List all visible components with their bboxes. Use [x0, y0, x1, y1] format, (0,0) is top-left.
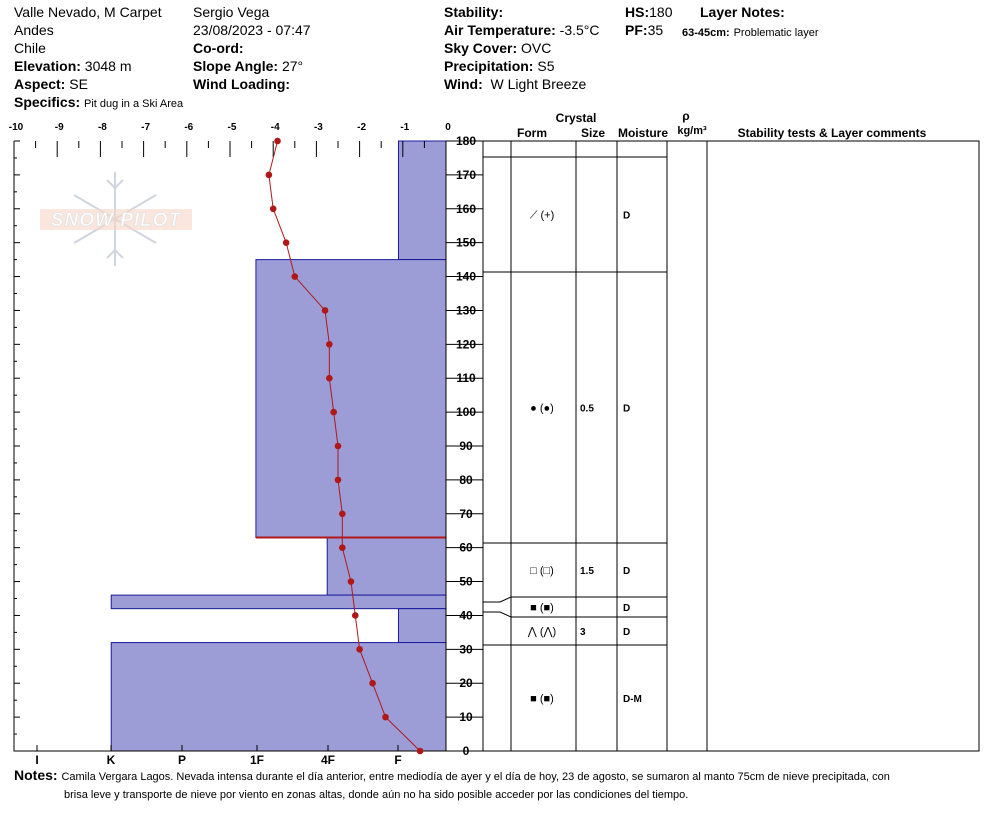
temp-tick-label: -9 [54, 122, 64, 133]
layer-notes-label: Layer Notes: [700, 4, 785, 20]
specifics-label: Specifics: [14, 94, 81, 110]
height-tick-label: 30 [459, 642, 473, 657]
temperature-point [339, 510, 346, 517]
pf-value: 35 [647, 22, 664, 38]
temperature-point [352, 612, 359, 619]
height-tick-label: 60 [459, 540, 473, 555]
region-name: Andes [14, 22, 54, 38]
layer-size: 0.5 [580, 403, 594, 415]
hardness-tick-label: 4F [320, 753, 336, 767]
hs-value: 180 [649, 4, 673, 20]
layer-size: 1.5 [580, 566, 594, 577]
notes-line-2: brisa leve y transporte de nieve por viento en zonas altas, donde aún no ha sido posible acceder por las condiciones del tiempo. [64, 789, 689, 801]
observer-name: Sergio Vega [193, 4, 270, 20]
height-tick-label: 40 [459, 608, 473, 623]
temp-tick-label: -10 [8, 122, 24, 133]
header-moisture: Moisture [617, 126, 669, 140]
header-comments: Stability tests & Layer comments [737, 126, 927, 140]
height-tick-label: 150 [455, 235, 477, 250]
temp-tick-label: -1 [400, 122, 410, 133]
header-crystal: Crystal [555, 111, 597, 125]
temperature-point [417, 748, 424, 755]
temperature-point [382, 714, 389, 721]
temperature-point [283, 239, 290, 246]
height-tick-label: 70 [459, 506, 473, 521]
layer-form: □ (□) [530, 565, 554, 577]
layer-form: ● (●) [530, 402, 554, 415]
height-tick-label: 80 [459, 472, 473, 487]
temperature-point [335, 443, 342, 450]
header-density-unit: kg/m³ [677, 125, 707, 137]
header-rho: ρ [682, 109, 690, 123]
temperature-point [330, 409, 337, 416]
temp-tick-label: -6 [184, 122, 194, 133]
temperature-point [266, 172, 273, 179]
layer-connector [483, 597, 511, 602]
aspect-value: SE [69, 76, 88, 92]
hardness-tick-label: I [35, 753, 39, 767]
hardness-bar [111, 595, 446, 609]
temperature-point [335, 477, 342, 484]
air-temp-value: -3.5°C [559, 22, 600, 38]
layer-table-frame [483, 141, 979, 751]
temperature-point [274, 138, 281, 145]
layer-form: ⋀ (⋀) [527, 626, 557, 638]
hardness-bar [256, 260, 446, 538]
sky-label: Sky Cover: [444, 40, 518, 56]
country-name: Chile [14, 40, 46, 56]
layer-connector [483, 612, 511, 617]
temperature-point [270, 205, 277, 212]
temperature-point [326, 375, 333, 382]
temperature-point [356, 646, 363, 653]
height-tick-label: 120 [455, 337, 477, 352]
height-tick-label: 110 [456, 371, 476, 386]
layer-moisture: D [623, 627, 631, 638]
temp-tick-label: -2 [357, 122, 367, 133]
layer-moisture: D [623, 603, 631, 614]
hardness-tick-label: K [106, 753, 116, 767]
layer-moisture: D [623, 210, 631, 222]
pf-label: PF: [625, 22, 648, 38]
height-tick-label: 100 [455, 405, 477, 420]
layer-form: ■ (■) [530, 693, 554, 705]
height-tick-label: 170 [455, 167, 477, 182]
precip-value: S5 [537, 58, 555, 74]
height-tick-label: 130 [455, 303, 477, 318]
height-tick-label: 180 [455, 134, 477, 148]
header-size: Size [580, 126, 606, 140]
temp-tick-label: -7 [141, 122, 151, 133]
temperature-point [369, 680, 376, 687]
hardness-bar [398, 141, 446, 260]
layer-note-range: 63-45cm: [682, 27, 730, 39]
sky-value: OVC [521, 40, 552, 56]
wind-label: Wind: [444, 76, 483, 92]
height-tick-label: 20 [459, 676, 473, 691]
temp-tick-label: -8 [97, 122, 107, 133]
notes-line-1: Camila Vergara Lagos. Nevada intensa durante el día anterior, entre mediodía de ayer y el día de hoy, 23 de agosto, se sumaron al manto 75cm de nieve precipitada, con [61, 771, 890, 783]
temperature-point [292, 273, 299, 280]
wind-value: W Light Breeze [490, 76, 587, 92]
hardness-bar [398, 609, 446, 643]
specifics-value: Pit dug in a Ski Area [84, 98, 184, 110]
precip-label: Precipitation: [444, 58, 534, 74]
notes [14, 766, 890, 786]
height-tick-label: 140 [455, 269, 477, 284]
height-tick-label: 160 [455, 201, 477, 216]
elevation-label: Elevation: [14, 58, 81, 74]
layer-moisture: D [623, 566, 631, 577]
hardness-bar [111, 643, 446, 751]
temp-tick-label: -4 [270, 122, 280, 133]
slope-value: 27° [281, 58, 304, 74]
temp-tick-label: 0 [445, 122, 451, 133]
height-tick-label: 90 [459, 439, 473, 453]
height-tick-label: 10 [459, 710, 473, 725]
hardness-tick-label: P [177, 753, 187, 767]
hardness-tick-label: 1F [249, 753, 265, 767]
stability-label: Stability: [444, 4, 504, 20]
layer-moisture: D-M [623, 694, 642, 705]
elevation-value: 3048 m [84, 58, 132, 74]
temperature-point [326, 341, 333, 348]
wind-loading-label: Wind Loading: [193, 76, 291, 92]
height-tick-label: 50 [459, 574, 473, 589]
snow-pilot-logo [40, 172, 192, 266]
notes-label: Notes: [14, 767, 58, 783]
layer-form: ■ (■) [530, 602, 554, 614]
observation-datetime: 23/08/2023 - 07:47 [193, 22, 311, 38]
layer-moisture: D [623, 403, 631, 415]
layer-form: ⟋ (+) [529, 209, 555, 222]
coord-label: Co-ord: [193, 40, 244, 56]
layer-note-text: Problematic layer [733, 27, 819, 39]
temp-tick-label: -5 [227, 122, 237, 133]
slope-label: Slope Angle: [193, 58, 279, 74]
height-tick-label: 0 [462, 744, 470, 758]
air-temp-label: Air Temperature: [444, 22, 556, 38]
temperature-point [348, 578, 355, 585]
header-form: Form [517, 126, 547, 140]
temperature-point [339, 544, 346, 551]
hardness-tick-label: F [394, 753, 402, 767]
layer-size: 3 [580, 627, 586, 638]
temp-tick-label: -3 [313, 122, 323, 133]
svg-text:SNOW PILOT: SNOW PILOT [50, 210, 182, 231]
location-name: Valle Nevado, M Carpet [14, 4, 162, 20]
aspect-label: Aspect: [14, 76, 66, 92]
temperature-point [322, 307, 329, 314]
hs-label: HS: [625, 4, 650, 20]
